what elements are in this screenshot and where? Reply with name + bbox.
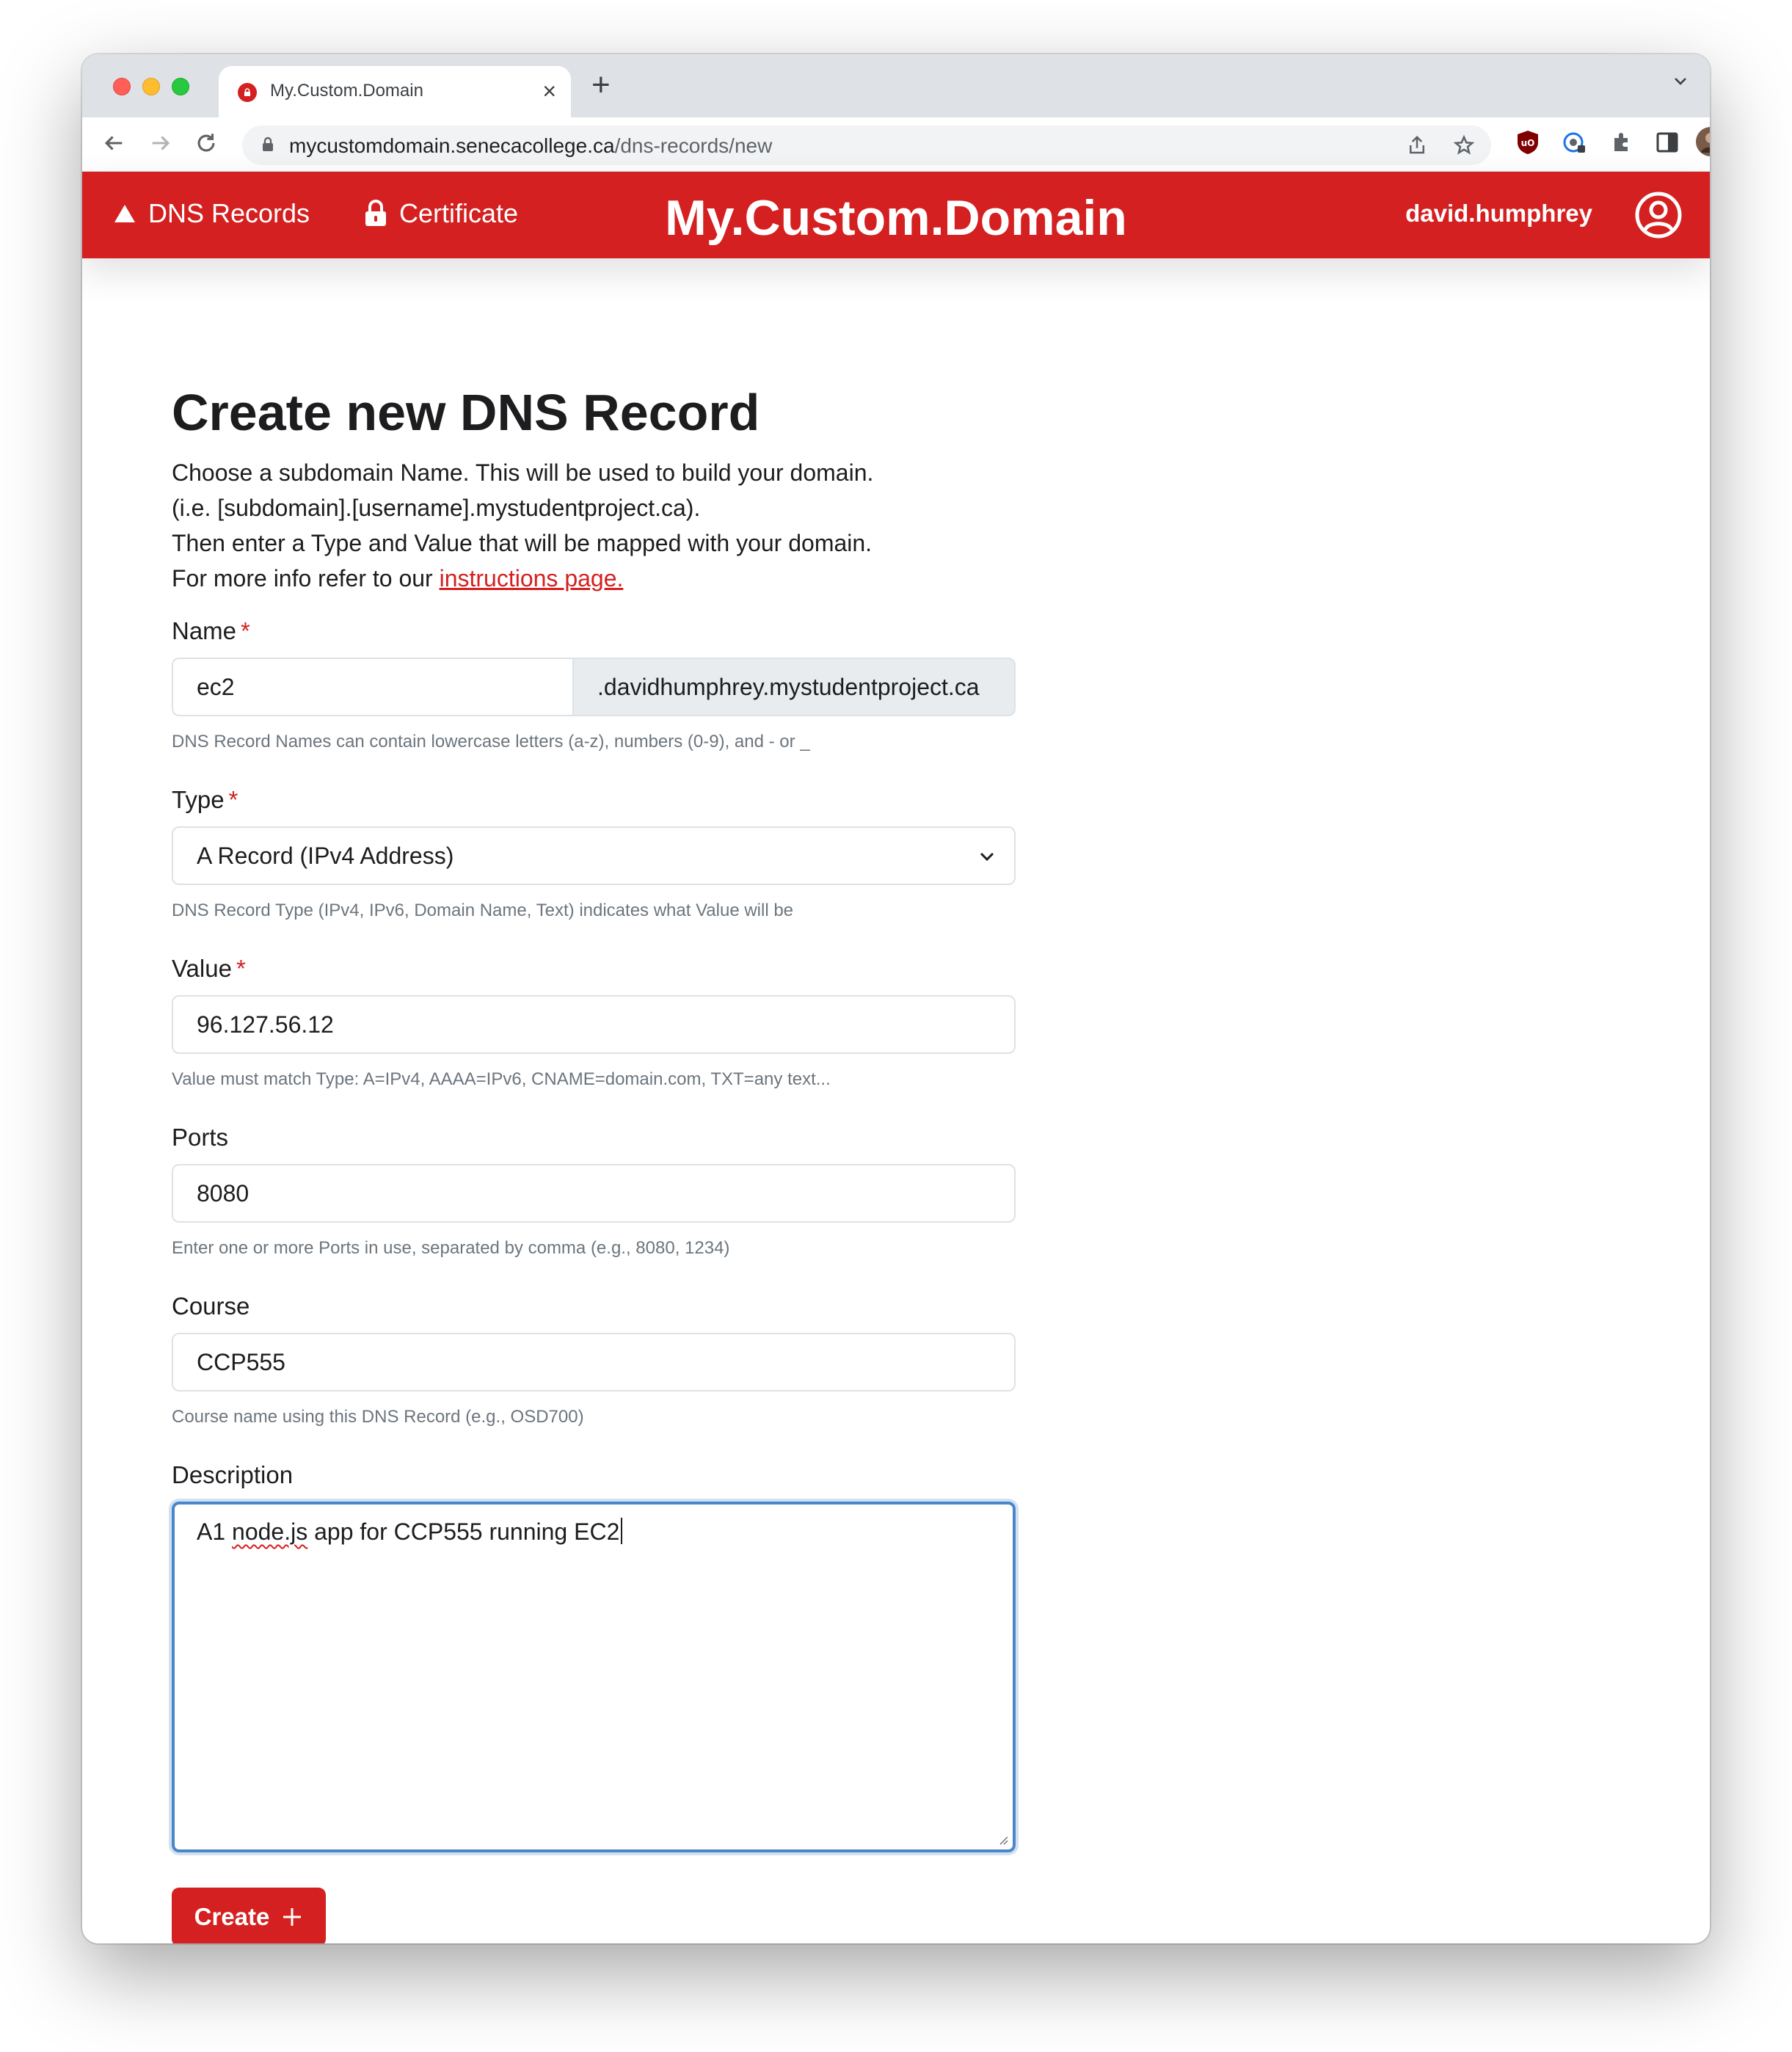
share-icon[interactable]: [1406, 134, 1428, 162]
browser-window: [82, 54, 1710, 1943]
tab-strip: [82, 54, 1710, 117]
profile-avatar-icon[interactable]: [1695, 126, 1710, 157]
url-path: /dns-records/new: [614, 134, 773, 157]
name-label-text: Name: [172, 617, 237, 644]
url-text: [289, 134, 772, 158]
ports-label: Ports: [172, 1124, 229, 1151]
tab-close-icon[interactable]: ×: [542, 78, 556, 104]
resize-handle-icon[interactable]: [997, 1833, 1008, 1845]
name-help-text: DNS Record Names can contain lowercase letters (a-z), numbers (0-9), and - or _: [172, 732, 810, 752]
name-input-group: [172, 658, 1016, 716]
brand-title[interactable]: My.Custom.Domain: [665, 190, 1127, 246]
new-tab-button[interactable]: +: [591, 67, 611, 103]
intro-prefix: For more info refer to our: [172, 565, 440, 592]
nav-dns-records-label: DNS Records: [148, 198, 310, 228]
spellcheck-word: node.js: [232, 1518, 308, 1545]
chevron-down-icon: [979, 848, 995, 865]
lock-icon: [261, 137, 274, 153]
back-arrow-icon[interactable]: [101, 131, 126, 161]
course-help-text: Course name using this DNS Record (e.g., OSD700): [172, 1407, 584, 1427]
value-help-text: Value must match Type: A=IPv4, AAAA=IPv6, CNAME=domain.com, TXT=any text...: [172, 1069, 831, 1089]
value-input[interactable]: 96.127.56.12: [172, 995, 1016, 1054]
text-caret: [621, 1518, 622, 1544]
value-label: [172, 951, 1016, 986]
browser-toolbar: [82, 117, 1710, 172]
site-favicon-icon: [238, 83, 257, 102]
intro-line: Choose a subdomain Name. This will be used to build your domain.: [172, 459, 874, 486]
url-host: mycustomdomain.senecacollege.ca: [289, 134, 615, 157]
forward-arrow-icon[interactable]: [148, 131, 173, 161]
plus-icon: [281, 1906, 303, 1928]
browser-tab-active[interactable]: [219, 66, 571, 117]
maximize-window-button[interactable]: [172, 78, 189, 95]
ublock-extension-icon[interactable]: [1515, 129, 1541, 156]
domain-suffix: .davidhumphrey.mystudentproject.ca: [572, 658, 1016, 716]
tab-search-chevron-icon[interactable]: [1672, 72, 1689, 95]
username-label: david.humphrey: [1405, 200, 1592, 227]
type-label-text: Type: [172, 786, 225, 813]
required-asterisk: *: [241, 617, 250, 644]
description-label: Description: [172, 1461, 294, 1488]
address-bar[interactable]: [242, 125, 1491, 165]
user-account-icon[interactable]: [1635, 192, 1682, 239]
intro-line: Then enter a Type and Value that will be mapped with your domain.: [172, 530, 873, 556]
bookmark-star-icon[interactable]: [1453, 134, 1475, 162]
course-input[interactable]: CCP555: [172, 1333, 1016, 1391]
type-label: [172, 782, 1016, 818]
course-label: Course: [172, 1292, 250, 1320]
app-navbar: [82, 172, 1710, 258]
reload-icon[interactable]: [194, 131, 219, 161]
password-manager-extension-icon[interactable]: [1562, 129, 1588, 156]
name-label: [172, 614, 1016, 649]
required-asterisk: *: [228, 786, 238, 813]
nav-certificate-label: Certificate: [399, 198, 519, 228]
type-select[interactable]: [172, 826, 1016, 885]
ports-help-text: Enter one or more Ports in use, separated by comma (e.g., 8080, 1234): [172, 1238, 730, 1258]
intro-text: [172, 455, 1016, 596]
tab-title: My.Custom.Domain: [270, 81, 423, 101]
description-textarea[interactable]: [172, 1502, 1016, 1852]
instructions-link[interactable]: instructions page.: [439, 565, 624, 592]
intro-line: (i.e. [subdomain].[username].mystudentproject.ca).: [172, 495, 701, 521]
create-button-label: Create: [194, 1903, 270, 1930]
type-select-value: A Record (IPv4 Address): [197, 843, 454, 869]
create-button[interactable]: [172, 1888, 326, 1943]
intro-line: [172, 561, 1016, 596]
minimize-window-button[interactable]: [142, 78, 160, 95]
page-title: Create new DNS Record: [172, 384, 760, 441]
name-input[interactable]: ec2: [172, 658, 572, 716]
description-text-end: app for CCP555 running EC2: [307, 1518, 620, 1545]
type-help-text: DNS Record Type (IPv4, IPv6, Domain Name, Text) indicates what Value will be: [172, 901, 794, 920]
svg-text:uO: uO: [1520, 138, 1535, 148]
required-asterisk: *: [236, 955, 246, 982]
description-text-start: A1: [197, 1518, 233, 1545]
close-window-button[interactable]: [113, 78, 131, 95]
value-label-text: Value: [172, 955, 232, 982]
main-content: [172, 258, 1016, 1943]
side-panel-icon[interactable]: [1654, 129, 1680, 156]
ports-input[interactable]: 8080: [172, 1164, 1016, 1223]
extensions-puzzle-icon[interactable]: [1609, 129, 1635, 156]
